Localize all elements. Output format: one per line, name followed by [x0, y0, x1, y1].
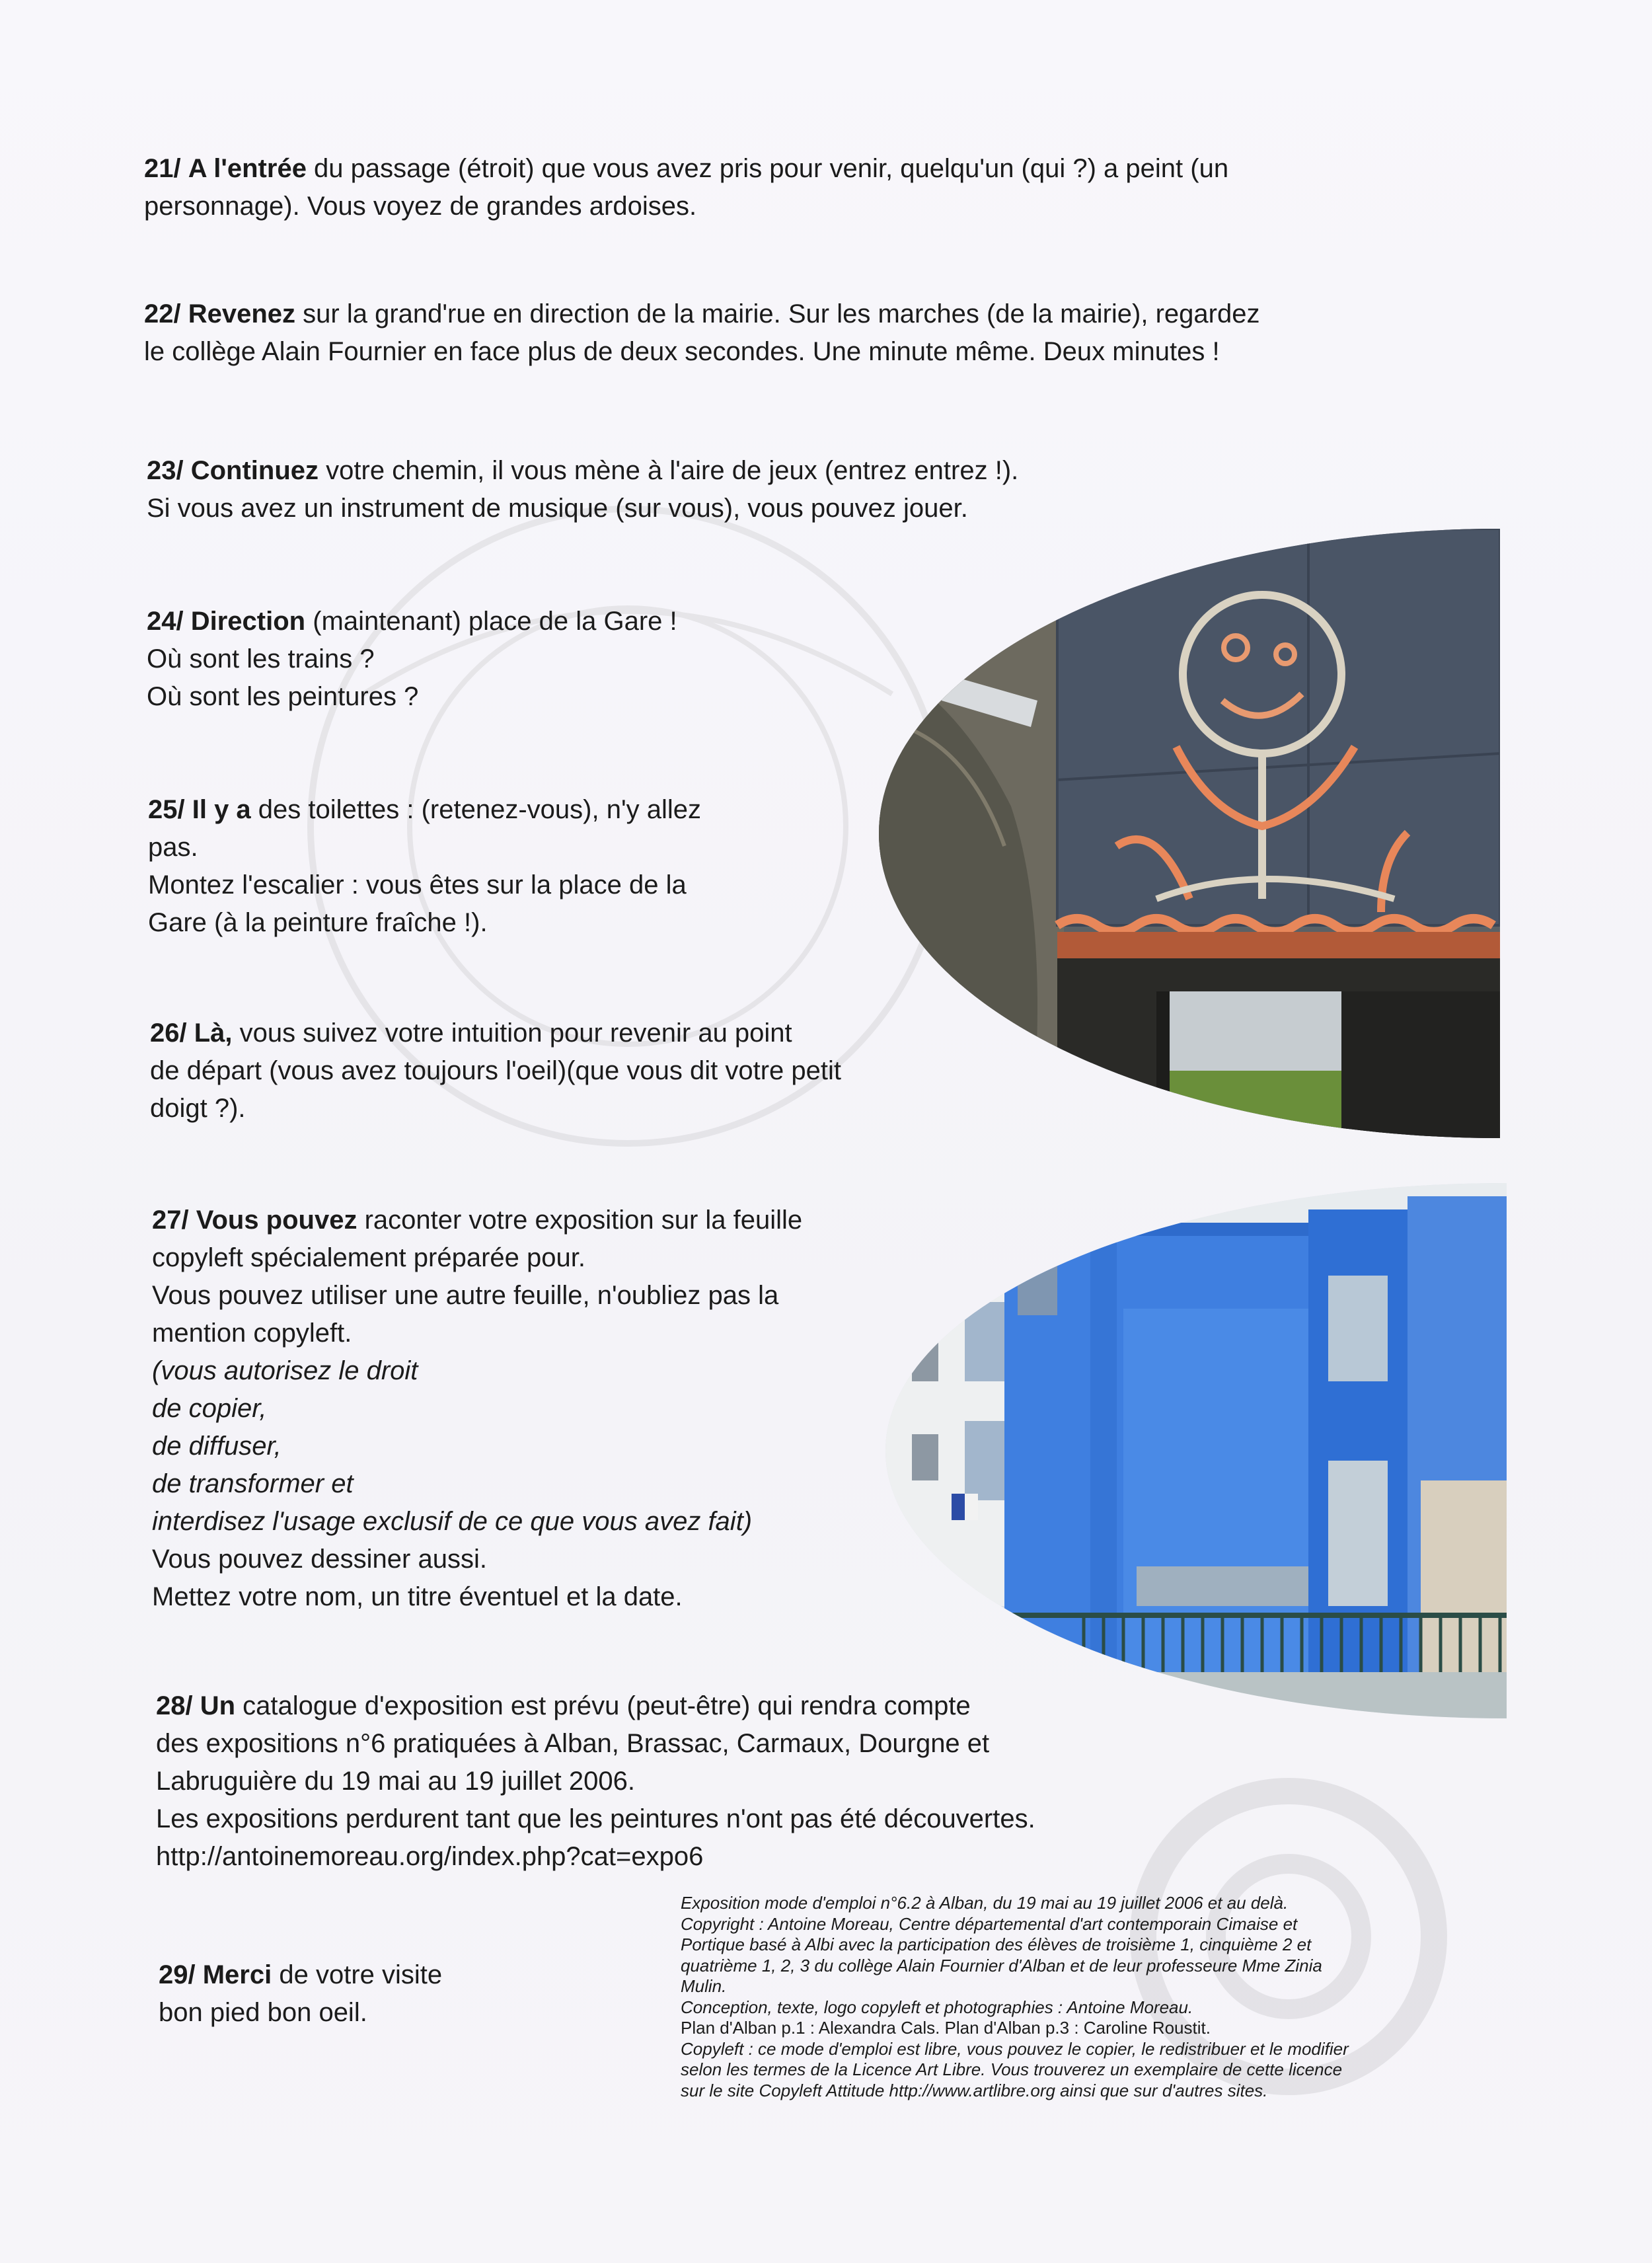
item-text: mention copyleft.	[152, 1319, 352, 1348]
item-lead: Continuez	[190, 456, 319, 485]
item-text: Vous pouvez utiliser une autre feuille, n'oubliez pas la	[152, 1281, 779, 1310]
colophon-line: quatrième 1, 2, 3 du collège Alain Fournier d'Alban et de leur professeure Mme Zinia	[681, 1955, 1322, 1975]
item-text: des expositions n°6 pratiquées à Alban, Brassac, Carmaux, Dourgne et	[156, 1729, 990, 1758]
item-lead: Direction	[190, 607, 306, 636]
item-25	[148, 791, 875, 942]
item-text: sur la grand'rue en direction de la mairie. Sur les marches (de la mairie), regardez	[295, 299, 1260, 328]
item-lead: Un	[200, 1691, 236, 1720]
photo-blue-college	[885, 1183, 1507, 1718]
item-text: vous suivez votre intuition pour revenir au point	[232, 1018, 792, 1048]
colophon-line: Exposition mode d'emploi n°6.2 à Alban, du 19 mai au 19 juillet 2006 et au delà.	[681, 1893, 1289, 1913]
item-29	[159, 1956, 687, 2032]
item-number: 23/	[147, 456, 184, 485]
item-text: Où sont les trains ?	[147, 644, 375, 673]
item-number: 24/	[147, 607, 184, 636]
item-number: 22/	[144, 299, 181, 328]
item-text: Où sont les peintures ?	[147, 682, 419, 711]
item-text: Si vous avez un instrument de musique (sur vous), vous pouvez jouer.	[147, 494, 968, 523]
item-lead: A l'entrée	[188, 154, 307, 183]
item-text: personnage). Vous voyez de grandes ardoises.	[144, 192, 697, 221]
colophon-line: Copyright : Antoine Moreau, Centre départemental d'art contemporain Cimaise et	[681, 1913, 1298, 1934]
item-text: de départ (vous avez toujours l'oeil)(que vous dit votre petit	[150, 1056, 841, 1085]
item-text: votre chemin, il vous mène à l'aire de jeux (entrez entrez !).	[319, 456, 1019, 485]
item-number: 29/	[159, 1960, 196, 1989]
item-text: des toilettes : (retenez-vous), n'y allez	[250, 795, 701, 824]
item-text: doigt ?).	[150, 1094, 246, 1123]
item-lead: Vous pouvez	[196, 1206, 357, 1235]
item-number: 27/	[152, 1206, 189, 1235]
item-text: Labruguière du 19 mai au 19 juillet 2006.	[156, 1767, 635, 1796]
item-21	[144, 150, 1492, 225]
item-22	[144, 295, 1492, 371]
colophon-line: Mulin.	[681, 1976, 727, 1996]
item-number: 26/	[150, 1018, 187, 1048]
item-number: 28/	[156, 1691, 193, 1720]
item-text-italic: de diffuser,	[152, 1432, 282, 1461]
colophon-line: Conception, texte, logo copyleft et photographies : Antoine Moreau.	[681, 1997, 1193, 2017]
colophon-line: Plan d'Alban p.1 : Alexandra Cals. Plan d'Alban p.3 : Caroline Roustit.	[681, 2018, 1211, 2038]
colophon-line: sur le site Copyleft Attitude http://www.artlibre.org ainsi que sur d'autres sites.	[681, 2080, 1268, 2100]
item-number: 21/	[144, 154, 181, 183]
item-text: de votre visite	[272, 1960, 443, 1989]
item-24	[147, 603, 874, 716]
photo-painted-passage	[879, 529, 1500, 1138]
item-27	[152, 1202, 1011, 1616]
colophon-line: Portique basé à Albi avec la participation des élèves de troisième 1, cinquième 2 et	[681, 1935, 1312, 1954]
item-text: (maintenant) place de la Gare !	[305, 607, 677, 636]
item-text: Vous pouvez dessiner aussi.	[152, 1545, 487, 1574]
item-text: du passage (étroit) que vous avez pris pour venir, quelqu'un (qui ?) a peint (un	[306, 154, 1229, 183]
item-text: bon pied bon oeil.	[159, 1998, 367, 2027]
item-text: pas.	[148, 833, 198, 862]
item-text-italic: de copier,	[152, 1394, 267, 1423]
item-text: raconter votre exposition sur la feuille	[357, 1206, 803, 1235]
item-text-italic: interdisez l'usage exclusif de ce que vous avez fait)	[152, 1507, 753, 1536]
item-text: Les expositions perdurent tant que les peintures n'ont pas été découvertes.	[156, 1804, 1035, 1833]
item-text: Mettez votre nom, un titre éventuel et la date.	[152, 1582, 683, 1611]
item-text: catalogue d'exposition est prévu (peut-être) qui rendra compte	[235, 1691, 971, 1720]
colophon-line: Copyleft : ce mode d'emploi est libre, vous pouvez le copier, le redistribuer et le modifier	[681, 2038, 1349, 2059]
colophon	[681, 1893, 1500, 2101]
item-text-italic: de transformer et	[152, 1469, 354, 1498]
item-lead: Il y a	[192, 795, 251, 824]
item-text: le collège Alain Fournier en face plus de deux secondes. Une minute même. Deux minutes !	[144, 337, 1220, 366]
item-lead: Revenez	[188, 299, 296, 328]
item-text: Montez l'escalier : vous êtes sur la place de la	[148, 870, 687, 900]
item-23	[147, 452, 1402, 527]
item-link[interactable]: http://antoinemoreau.org/index.php?cat=expo6	[156, 1842, 704, 1871]
colophon-line: selon les termes de la Licence Art Libre. Vous trouverez un exemplaire de cette licence	[681, 2059, 1343, 2079]
item-lead: Là,	[194, 1018, 233, 1048]
item-text: copyleft spécialement préparée pour.	[152, 1243, 585, 1272]
item-text: Gare (à la peinture fraîche !).	[148, 908, 488, 937]
item-number: 25/	[148, 795, 185, 824]
item-lead: Merci	[202, 1960, 272, 1989]
item-text-italic: (vous autorisez le droit	[152, 1356, 418, 1385]
